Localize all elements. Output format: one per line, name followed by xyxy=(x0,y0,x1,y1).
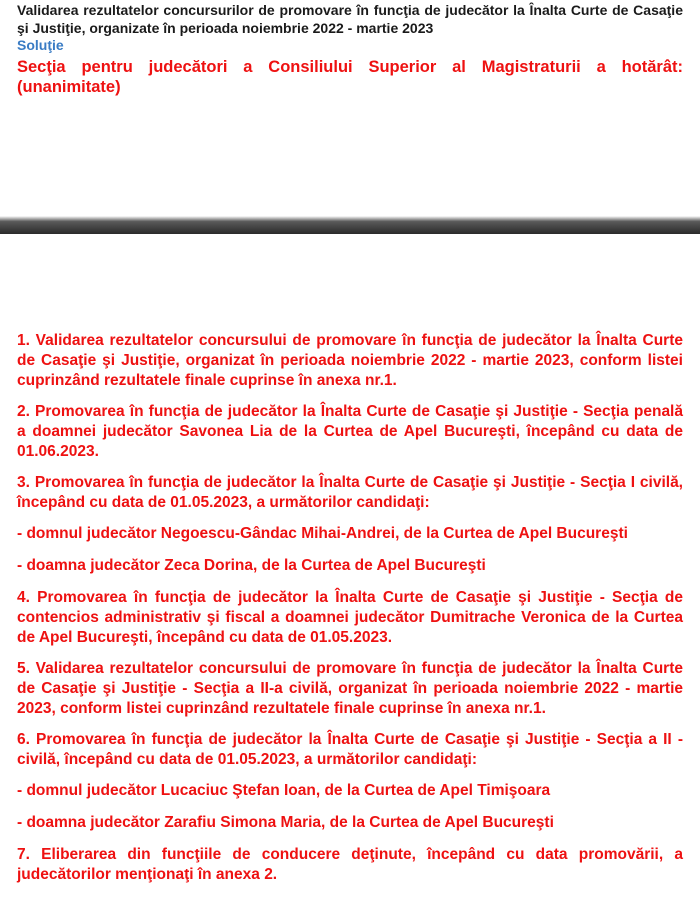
decision-item: 1. Validarea rezultatelor concursului de promovare în funcţia de judecător la Înalta Curte de Casaţie şi Justiţie, organizat în perioada noiembrie 2022 - martie 2023, conform listei cuprinzând rezultatele finale cuprinse în anexa nr.1. xyxy=(17,332,683,389)
document-header xyxy=(17,1,683,97)
decision-list xyxy=(17,331,683,896)
section-divider xyxy=(0,216,700,234)
decision-item: 3. Promovarea în funcţia de judecător la Înalta Curte de Casaţie şi Justiţie - Secţia I civilă, începând cu data de 01.05.2023, a următorilor candidaţi: xyxy=(17,474,683,511)
candidate-item: - domnul judecător Lucaciuc Ştefan Ioan, de la Curtea de Apel Timişoara xyxy=(17,782,551,799)
candidate-item: - domnul judecător Negoescu-Gândac Mihai-Andrei, de la Curtea de Apel Bucureşti xyxy=(17,525,628,542)
decision-item: 6. Promovarea în funcţia de judecător la Înalta Curte de Casaţie şi Justiţie - Secţia a II - civilă, începând cu data de 01.05.2023, a următorilor candidaţi: xyxy=(17,731,683,768)
decision-item: 5. Validarea rezultatelor concursului de promovare în funcţia de judecător la Înalta Curte de Casaţie şi Justiţie - Secţia a II-a civilă, organizat în perioada noiembrie 2022 - martie 2023, conform listei cuprinzând rezultatele finale cuprinse în anexa nr.1. xyxy=(17,660,683,717)
decision-item: 4. Promovarea în funcţia de judecător la Înalta Curte de Casaţie şi Justiţie - Secţia de contencios administrativ şi fiscal a doamnei judecător Dumitrache Veronica de la Curtea de Apel Bucureşti, începând cu data de 01.05.2023. xyxy=(17,589,683,646)
decision-intro: Secţia pentru judecători a Consiliului Superior al Magistraturii a hotărât: (unanimitate) xyxy=(17,58,683,96)
decision-item: 2. Promovarea în funcţia de judecător la Înalta Curte de Casaţie şi Justiţie - Secţia penală a doamnei judecător Savonea Lia de la Curtea de Apel Bucureşti, începând cu data de 01.06.2023. xyxy=(17,403,683,460)
candidate-item: - doamna judecător Zeca Dorina, de la Curtea de Apel Bucureşti xyxy=(17,557,486,574)
decision-item: 7. Eliberarea din funcţiile de conducere deţinute, începând cu data promovării, a judecătorilor menţionaţi în anexa 2. xyxy=(17,846,683,883)
solution-link[interactable]: Soluţie xyxy=(17,37,64,53)
candidate-item: - doamna judecător Zarafiu Simona Maria, de la Curtea de Apel Bucureşti xyxy=(17,814,554,831)
document-title: Validarea rezultatelor concursurilor de promovare în funcţia de judecător la Înalta Curte de Casaţie şi Justiţie, organizate în perioada noiembrie 2022 - martie 2023 xyxy=(17,2,683,36)
